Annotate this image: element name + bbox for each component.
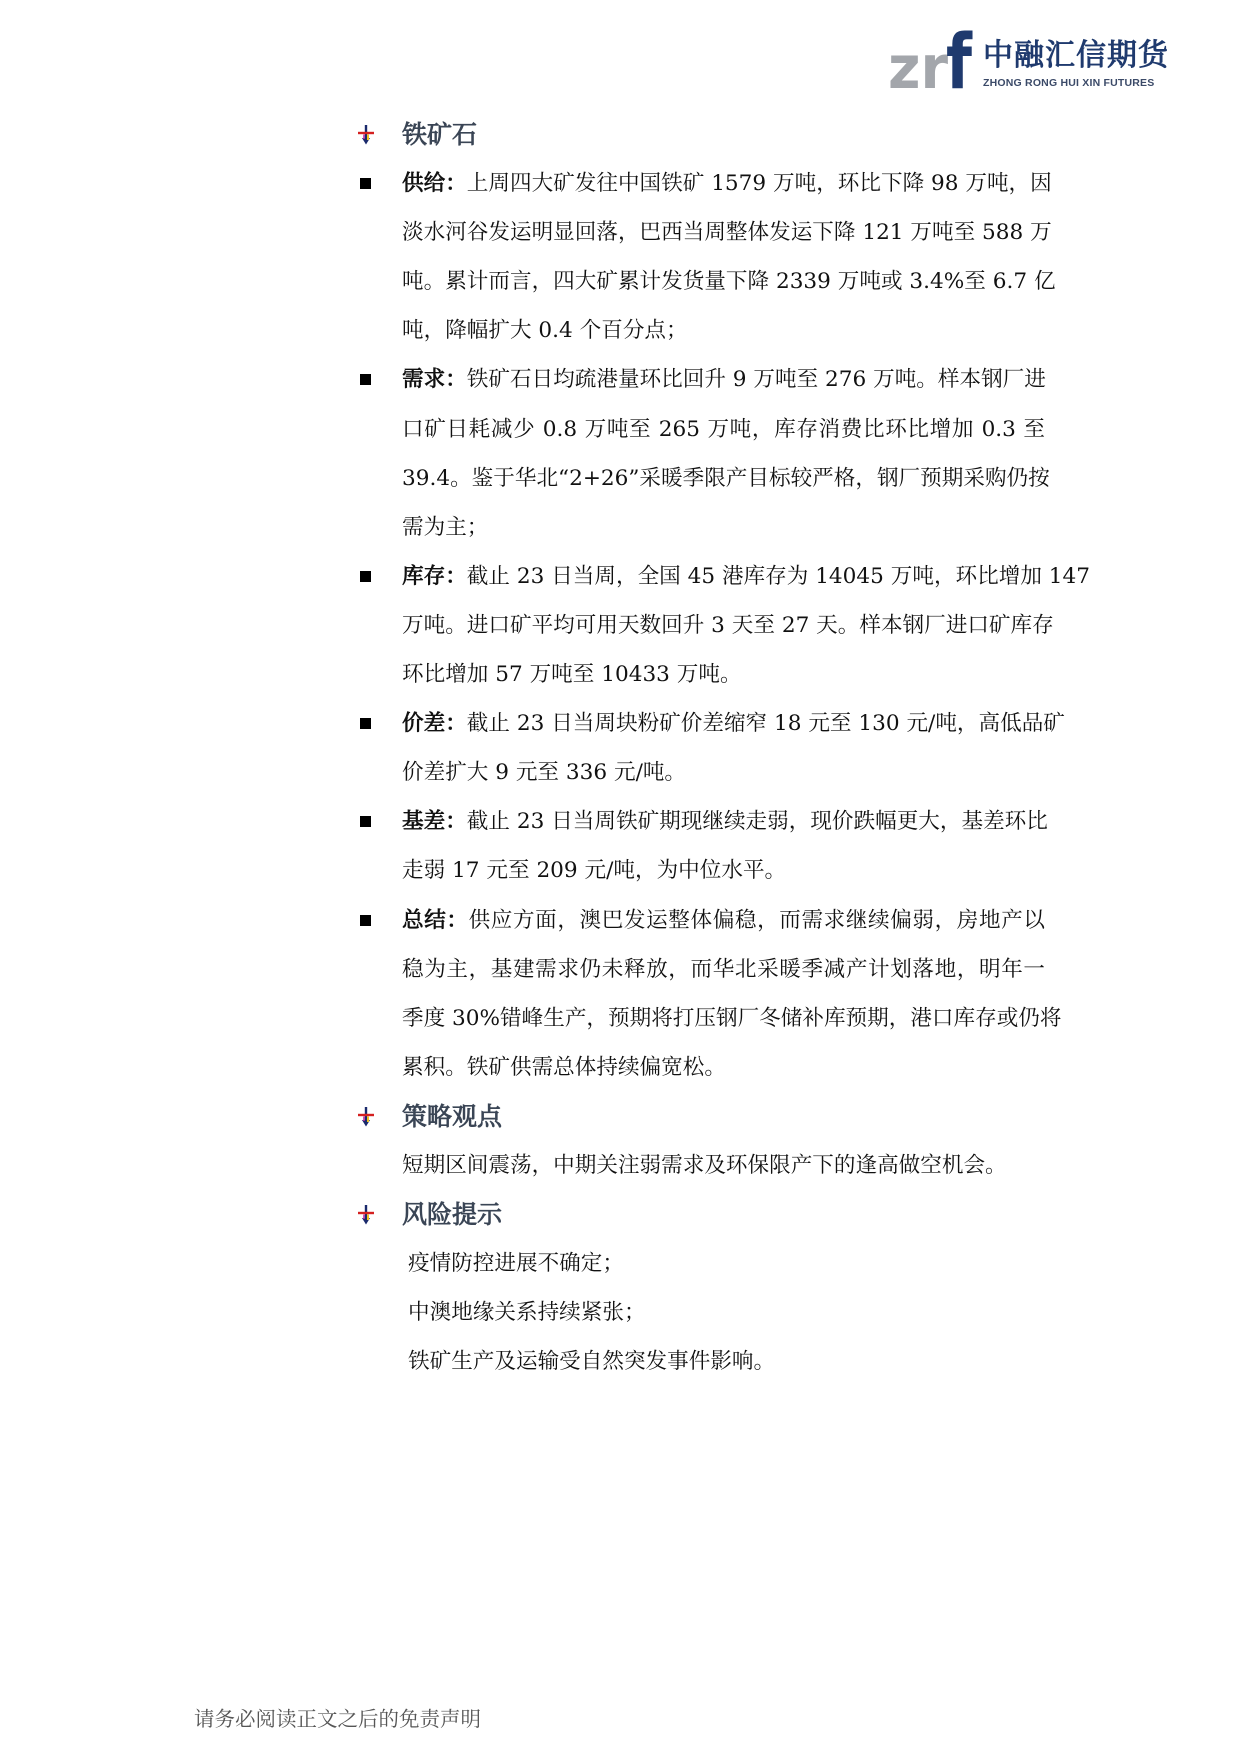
section-heading-strategy: [402, 1092, 1045, 1141]
paragraph-line: 吨，降幅扩大 0.4 个百分点；: [402, 318, 688, 344]
section-heading-risk: [402, 1190, 1045, 1239]
square-bullet-icon: [360, 915, 371, 926]
paragraph-line: [402, 159, 1052, 208]
paragraph-line: 走弱 17 元至 209 元/吨，为中位水平。: [402, 858, 787, 884]
item-label: 价差：: [402, 711, 467, 737]
square-bullet-icon: [360, 178, 371, 189]
line-text: 截止 23 日当周，全国 45 港库存为 14045 万吨，环比增加 147: [466, 563, 1090, 589]
paragraph-line: 季度 30%错峰生产，预期将打压钢厂冬储补库预期，港口库存或仍将: [402, 1005, 1062, 1031]
paragraph-line: [402, 552, 1090, 601]
item-demand: [402, 355, 1050, 551]
square-bullet-icon: [360, 718, 371, 729]
risk-item: 中澳地缘关系持续紧张；: [408, 1300, 646, 1326]
line-text: 铁矿石日均疏港量环比回升 9 万吨至 276 万吨。样本钢厂进: [466, 367, 1046, 393]
company-name: 中融汇信期货: [983, 38, 1169, 73]
item-supply: [402, 159, 1056, 355]
heading-text: 铁矿石: [402, 120, 478, 149]
paragraph-line: 价差扩大 9 元至 336 元/吨。: [402, 760, 687, 786]
company-logo-mark: [888, 17, 980, 106]
logo-mark-letters-zr: zr: [888, 33, 949, 103]
square-bullet-icon: [360, 571, 371, 582]
paragraph-line: 需为主；: [402, 514, 489, 540]
paragraph-line: 万吨。进口矿平均可用天数回升 3 天至 27 天。样本钢厂进口矿库存: [402, 612, 1054, 638]
paragraph-line: 39.4。鉴于华北“2+26”采暖季限产目标较严格，钢厂预期采购仍按: [402, 465, 1050, 491]
heading-text: 策略观点: [402, 1101, 503, 1131]
paragraph-line: [402, 699, 1065, 748]
item-label: 库存：: [402, 563, 467, 589]
heading-text: 风险提示: [402, 1200, 503, 1230]
logo-mark-letter-f: f: [946, 17, 973, 106]
item-basis: [402, 797, 1048, 895]
square-bullet-icon: [360, 374, 371, 385]
arrow-bullet-icon: [357, 1205, 375, 1225]
arrow-bullet-icon: [357, 125, 375, 145]
paragraph-line: 环比增加 57 万吨至 10433 万吨。: [402, 662, 742, 688]
report-body: [402, 110, 1090, 1386]
risk-item: 铁矿生产及运输受自然突发事件影响。: [408, 1349, 776, 1375]
paragraph-line: 累积。铁矿供需总体持续偏宽松。: [402, 1054, 726, 1080]
item-price-spread: [402, 699, 1065, 797]
paragraph-line: 口矿日耗减少 0.8 万吨至 265 万吨，库存消费比环比增加 0.3 至: [402, 416, 1045, 442]
line-text: 上周四大矿发往中国铁矿 1579 万吨，环比下降 98 万吨，因: [466, 171, 1052, 197]
section-heading-iron-ore: [402, 110, 1045, 159]
risk-item: 疫情防控进展不确定；: [408, 1251, 624, 1277]
paragraph-line: 吨。累计而言，四大矿累计发货量下降 2339 万吨或 3.4%至 6.7 亿: [402, 269, 1056, 295]
item-summary: [402, 896, 1062, 1092]
paragraph-line: [402, 797, 1048, 846]
company-name-en: ZHONG RONG HUI XIN FUTURES: [983, 77, 1155, 89]
line-text: 供应方面，澳巴发运整体偏稳，而需求继续偏弱，房地产以: [468, 907, 1045, 933]
line-text: 截止 23 日当周铁矿期现继续走弱，现价跌幅更大，基差环比: [466, 809, 1048, 835]
line-text: 截止 23 日当周块粉矿价差缩窄 18 元至 130 元/吨，高低品矿: [466, 711, 1065, 737]
strategy-text: 短期区间震荡，中期关注弱需求及环保限产下的逢高做空机会。: [402, 1152, 1007, 1178]
paragraph-line: 稳为主，基建需求仍未释放，而华北采暖季减产计划落地，明年一: [402, 956, 1045, 982]
arrow-bullet-icon: [357, 1107, 375, 1127]
item-label: 需求：: [402, 367, 467, 393]
item-inventory: [402, 552, 1090, 699]
item-label: 基差：: [402, 809, 467, 835]
square-bullet-icon: [360, 816, 371, 827]
item-label: 总结：: [402, 907, 469, 933]
paragraph-line: [402, 896, 1045, 945]
item-label: 供给：: [402, 171, 467, 197]
paragraph-line: [402, 355, 1045, 404]
footer-disclaimer: 请务必阅读正文之后的免责声明: [194, 1707, 481, 1731]
paragraph-line: 淡水河谷发运明显回落，巴西当周整体发运下降 121 万吨至 588 万: [402, 220, 1052, 246]
